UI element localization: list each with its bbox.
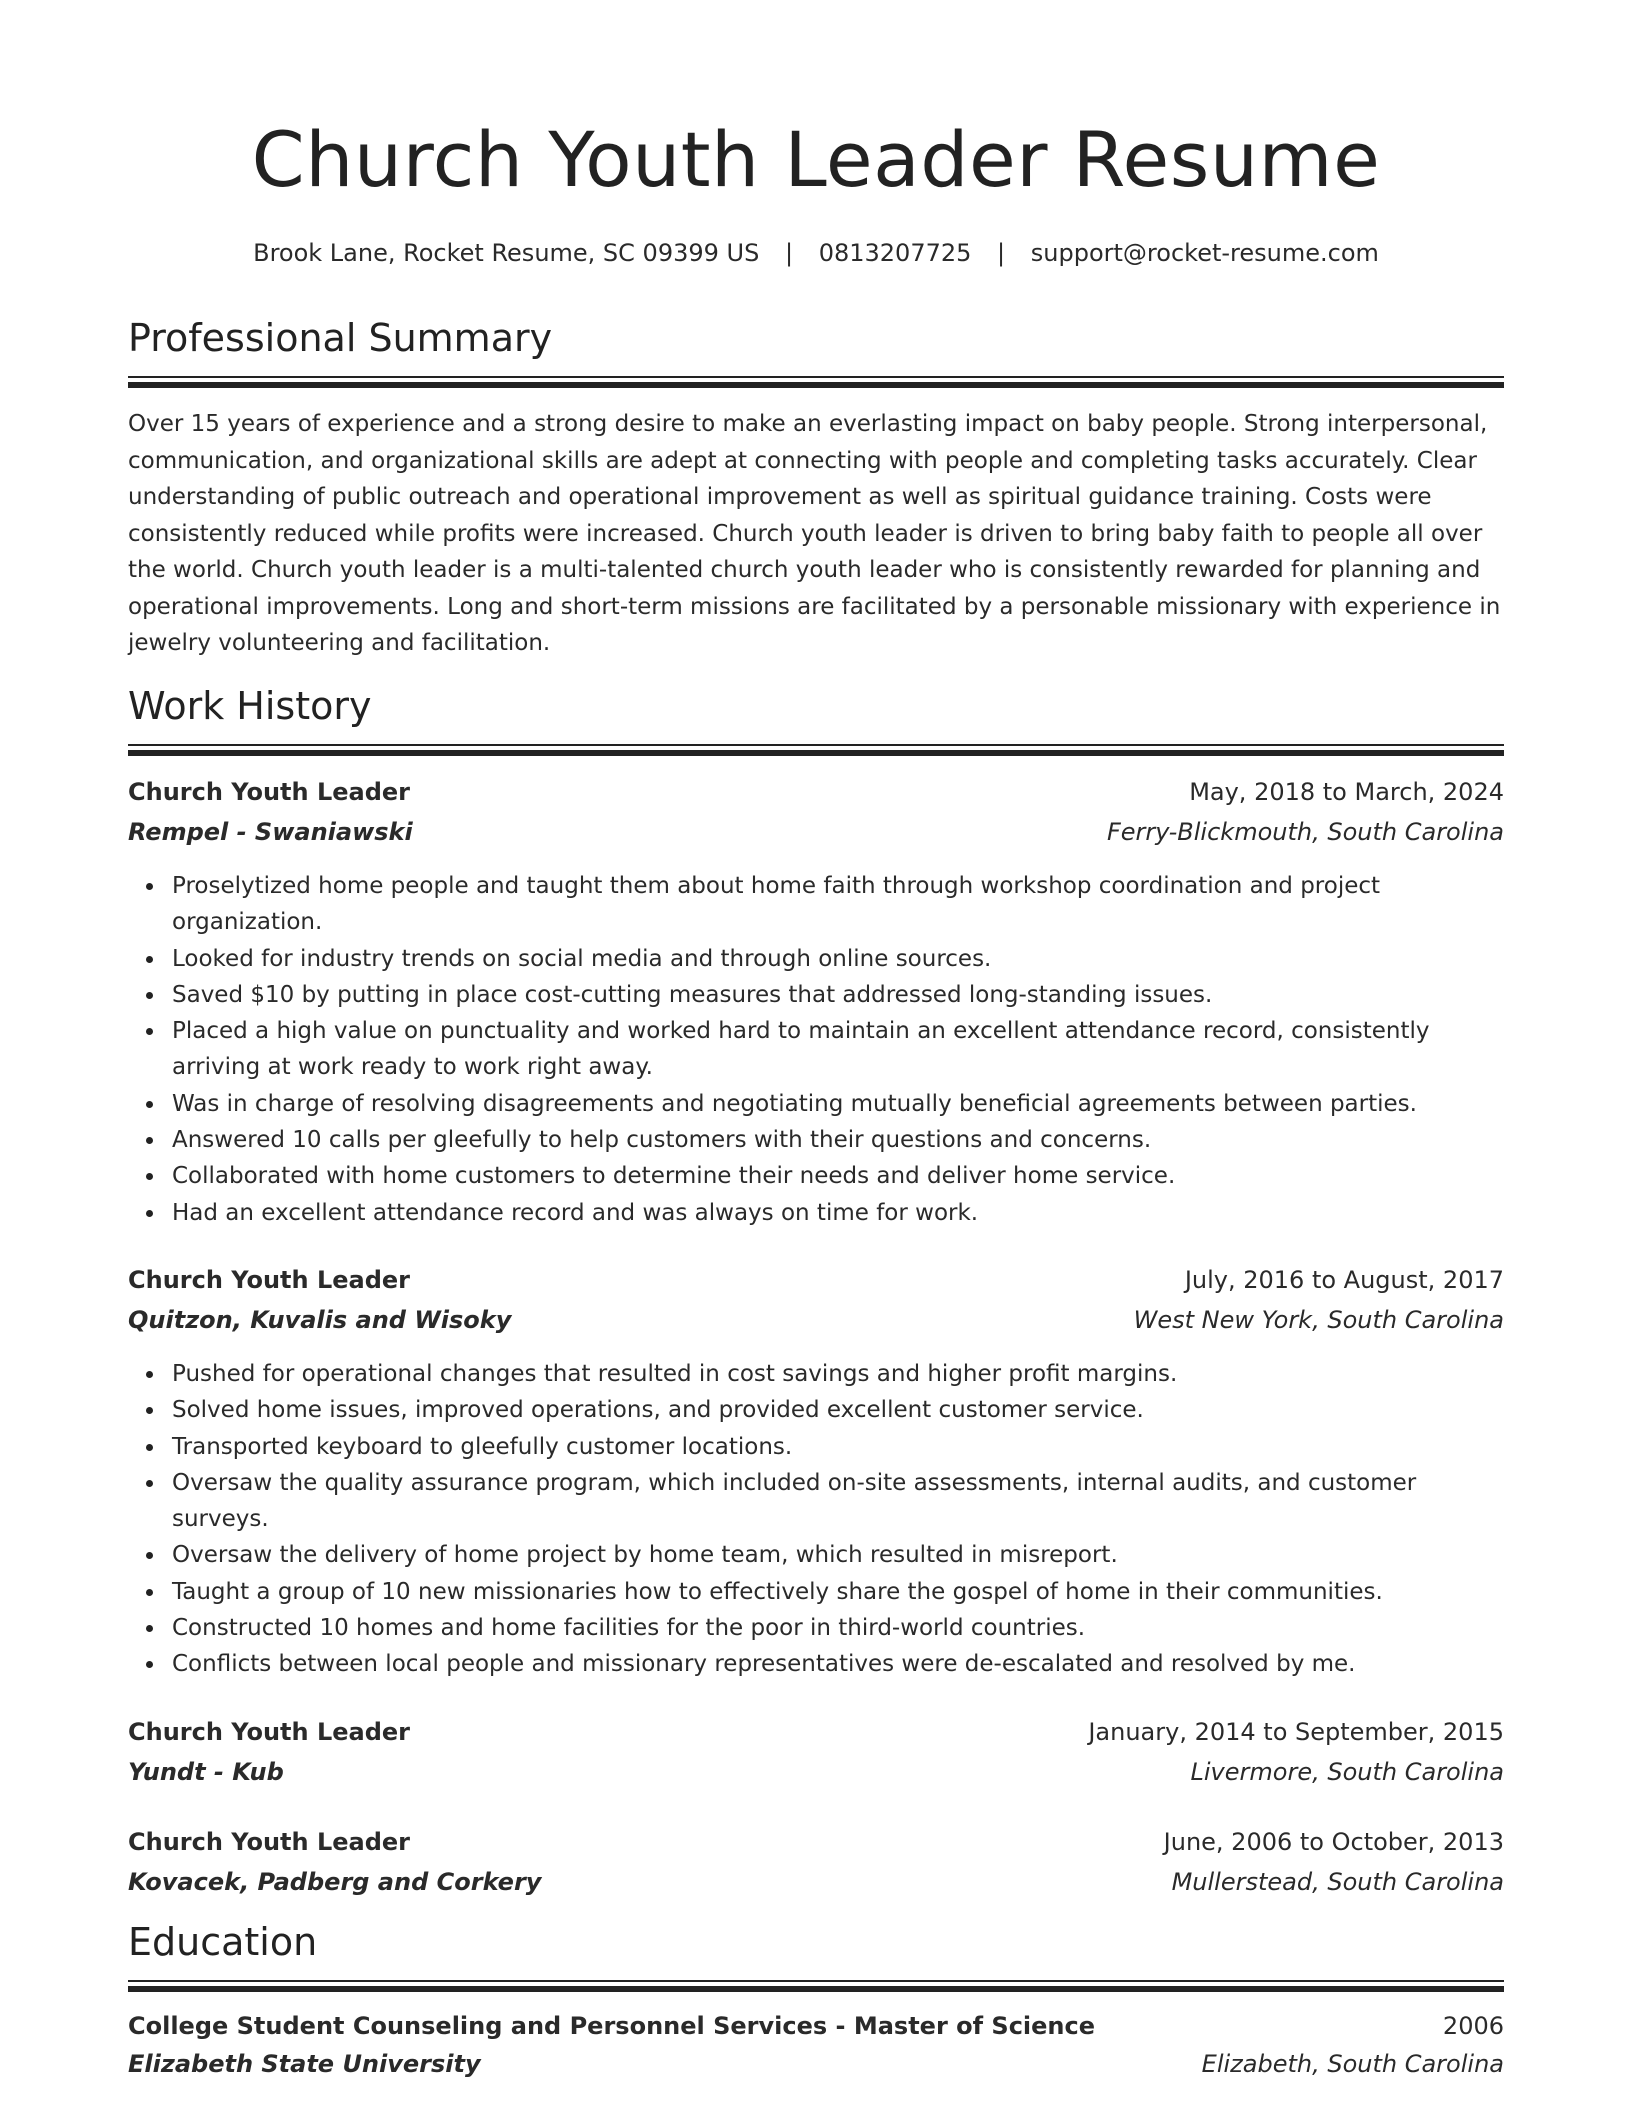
education-entry-subheader — [128, 2050, 1504, 2090]
job-bullet: Had an excellent attendance record and was always on time for work. — [172, 1195, 1504, 1231]
education-year: 2006 — [1442, 2012, 1504, 2040]
education-entry-header — [128, 2012, 1504, 2050]
job-bullet: Collaborated with home customers to determine their needs and deliver home service. — [172, 1158, 1504, 1194]
contact-email: support@rocket-resume.com — [1030, 239, 1379, 267]
work-entry-subheader — [128, 1868, 1504, 1908]
job-bullet: Looked for industry trends on social media and through online sources. — [172, 941, 1504, 977]
work-entry-header — [128, 1718, 1504, 1758]
job-location: Livermore, South Carolina — [1190, 1758, 1504, 1786]
job-location: West New York, South Carolina — [1133, 1306, 1504, 1334]
job-bullet: Answered 10 calls per gleefully to help customers with their questions and concerns. — [172, 1122, 1504, 1158]
job-title: Church Youth Leader — [128, 778, 411, 806]
job-company: Rempel - Swaniawski — [128, 818, 413, 846]
work-entry — [128, 1718, 1504, 1798]
job-company: Kovacek, Padberg and Corkery — [128, 1868, 542, 1896]
job-bullet: Pushed for operational changes that resulted in cost savings and higher profit margins. — [172, 1356, 1504, 1392]
job-title: Church Youth Leader — [128, 1718, 411, 1746]
job-bullet: Conflicts between local people and missionary representatives were de-escalated and resolved by me. — [172, 1646, 1504, 1682]
job-bullets — [128, 868, 1504, 1231]
job-bullet: Oversaw the delivery of home project by home team, which resulted in misreport. — [172, 1537, 1504, 1573]
contact-phone: 0813207725 — [818, 239, 972, 267]
job-company: Quitzon, Kuvalis and Wisoky — [128, 1306, 512, 1334]
job-bullet: Constructed 10 homes and home facilities for the poor in third-world countries. — [172, 1610, 1504, 1646]
work-entry-subheader — [128, 818, 1504, 858]
job-title: Church Youth Leader — [128, 1266, 411, 1294]
contact-separator: | — [997, 239, 1006, 267]
job-bullet: Taught a group of 10 new missionaries how to effectively share the gospel of home in their communities. — [172, 1574, 1504, 1610]
contact-address: Brook Lane, Rocket Resume, SC 09399 US — [253, 239, 760, 267]
work-entry-header — [128, 1266, 1504, 1306]
job-bullet: Placed a high value on punctuality and worked hard to maintain an excellent attendance record, consistently arriving at work ready to work right away. — [172, 1013, 1504, 1086]
work-entry-header — [128, 1828, 1504, 1868]
section-heading-work: Work History — [128, 684, 372, 728]
summary-text: Over 15 years of experience and a strong desire to make an everlasting impact on baby people. Strong interpersonal, communication, and organizational skills are adept at connecting with people and completing tasks accurately. Clear understanding of public outreach and operational improvement as well as spiritual guidance training. Costs were consistently reduced while profits were increased. Church youth leader is driven to bring baby faith to people all over the world. Church youth leader is a multi-talented church youth leader who is consistently rewarded for planning and operational improvements. Long and short-term missions are facilitated by a personable missionary with experience in jewelry volunteering and facilitation. — [128, 411, 1501, 656]
job-company: Yundt - Kub — [128, 1758, 284, 1786]
job-location: Mullerstead, South Carolina — [1171, 1868, 1504, 1896]
education-school: Elizabeth State University — [128, 2050, 481, 2078]
section-divider — [128, 744, 1504, 756]
contact-line — [128, 238, 1504, 269]
job-bullet: Oversaw the quality assurance program, which included on-site assessments, internal audits, and customer surveys. — [172, 1465, 1504, 1538]
work-entry — [128, 1266, 1504, 1683]
job-bullet: Was in charge of resolving disagreements and negotiating mutually beneficial agreements between parties. — [172, 1086, 1504, 1122]
job-dates: June, 2006 to October, 2013 — [1163, 1828, 1504, 1856]
job-dates: January, 2014 to September, 2015 — [1088, 1718, 1504, 1746]
job-location: Ferry-Blickmouth, South Carolina — [1106, 818, 1504, 846]
work-entry — [128, 1828, 1504, 1908]
contact-separator: | — [784, 239, 794, 267]
resume-title: Church Youth Leader Resume — [251, 115, 1381, 204]
job-bullet: Transported keyboard to gleefully customer locations. — [172, 1429, 1504, 1465]
education-entry — [128, 2012, 1504, 2090]
work-entry-header — [128, 778, 1504, 818]
education-location: Elizabeth, South Carolina — [1201, 2050, 1504, 2078]
work-entry-subheader — [128, 1758, 1504, 1798]
section-divider — [128, 1980, 1504, 1992]
job-dates: July, 2016 to August, 2017 — [1184, 1266, 1504, 1294]
section-heading-summary: Professional Summary — [128, 316, 553, 360]
section-divider — [128, 376, 1504, 388]
work-entry-subheader — [128, 1306, 1504, 1346]
job-title: Church Youth Leader — [128, 1828, 411, 1856]
job-bullets — [128, 1356, 1504, 1683]
job-bullet: Proselytized home people and taught them about home faith through workshop coordination and project organization. — [172, 868, 1504, 941]
work-entry — [128, 778, 1504, 1231]
job-bullet: Saved $10 by putting in place cost-cutting measures that addressed long-standing issues. — [172, 977, 1504, 1013]
education-degree: College Student Counseling and Personnel Services - Master of Science — [128, 2012, 1096, 2040]
job-bullet: Solved home issues, improved operations, and provided excellent customer service. — [172, 1392, 1504, 1428]
section-heading-education: Education — [128, 1920, 318, 1964]
job-dates: May, 2018 to March, 2024 — [1189, 778, 1504, 806]
